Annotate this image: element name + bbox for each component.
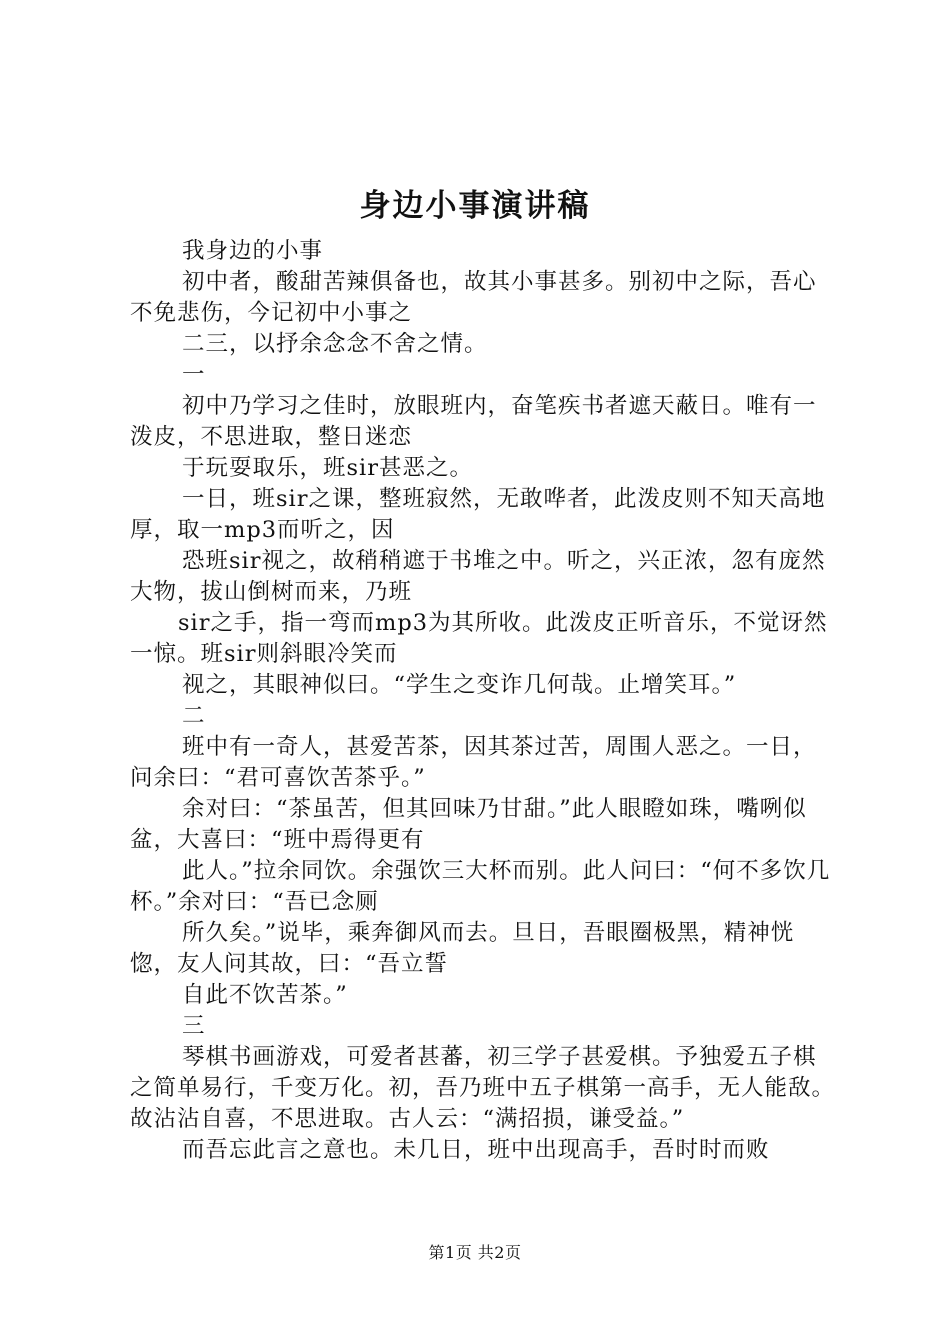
paragraph: 于玩耍取乐，班sir甚恶之。 xyxy=(182,455,473,481)
paragraph: 初中乃学习之佳时，放眼班内，奋笔疾书者遮天蔽日。唯有一泼皮，不思进取，整日迷恋 xyxy=(130,393,817,450)
paragraph: 琴棋书画游戏，可爱者甚蕃，初三学子甚爱棋。予独爱五子棋之简单易行，千变万化。初，吾乃班中五子棋第一高手，无人能敌。故沾沾自喜，不思进取。古人云：“满招损，谦受益。” xyxy=(130,1044,836,1132)
paragraph: 视之，其眼神似曰。“学生之变诈几何哉。止增笑耳。” xyxy=(182,672,737,698)
paragraph: 自此不饮苦茶。” xyxy=(182,982,348,1008)
paragraph: 班中有一奇人，甚爱苦茶，因其茶过苦，周围人恶之。一日，问余曰：“君可喜饮苦茶乎。” xyxy=(130,734,817,791)
document-body xyxy=(130,236,835,1166)
paragraph: 初中者，酸甜苦辣俱备也，故其小事甚多。别初中之际，吾心不免悲伤，今记初中小事之 xyxy=(130,269,817,326)
document-title: 身边小事演讲稿 xyxy=(359,188,591,224)
paragraph: 一日，班sir之课，整班寂然，无敢哗者，此泼皮则不知天高地厚，取一mp3而听之，因 xyxy=(130,486,826,543)
page-footer: 第1页 共2页 xyxy=(428,1243,522,1262)
paragraph: 此人。”拉余同饮。余强饮三大杯而别。此人问曰：“何不多饮几杯。”余对曰：“吾已念厕 xyxy=(130,858,831,915)
paragraph: 余对曰：“茶虽苦，但其回味乃甘甜。”此人眼瞪如珠，嘴咧似盆，大喜曰：“班中焉得更有 xyxy=(130,796,807,853)
paragraph: sir之手，指一弯而mp3为其所收。此泼皮正听音乐，不觉讶然一惊。班sir则斜眼冷笑而 xyxy=(130,610,828,667)
section-heading: 一 xyxy=(182,362,206,388)
section-heading: 三 xyxy=(182,1013,206,1039)
paragraph: 我身边的小事 xyxy=(182,238,324,264)
paragraph: 所久矣。”说毕，乘奔御风而去。旦日，吾眼圈极黑，精神恍惚，友人问其故，曰：“吾立誓 xyxy=(130,920,795,977)
paragraph: 二三，以抒余念念不舍之情。 xyxy=(182,331,488,357)
section-heading: 二 xyxy=(182,703,206,729)
paragraph: 恐班sir视之，故稍稍遮于书堆之中。听之，兴正浓，忽有庞然大物，拔山倒树而来，乃班 xyxy=(130,548,826,605)
paragraph: 而吾忘此言之意也。未几日，班中出现高手，吾时时而败 xyxy=(182,1137,770,1163)
